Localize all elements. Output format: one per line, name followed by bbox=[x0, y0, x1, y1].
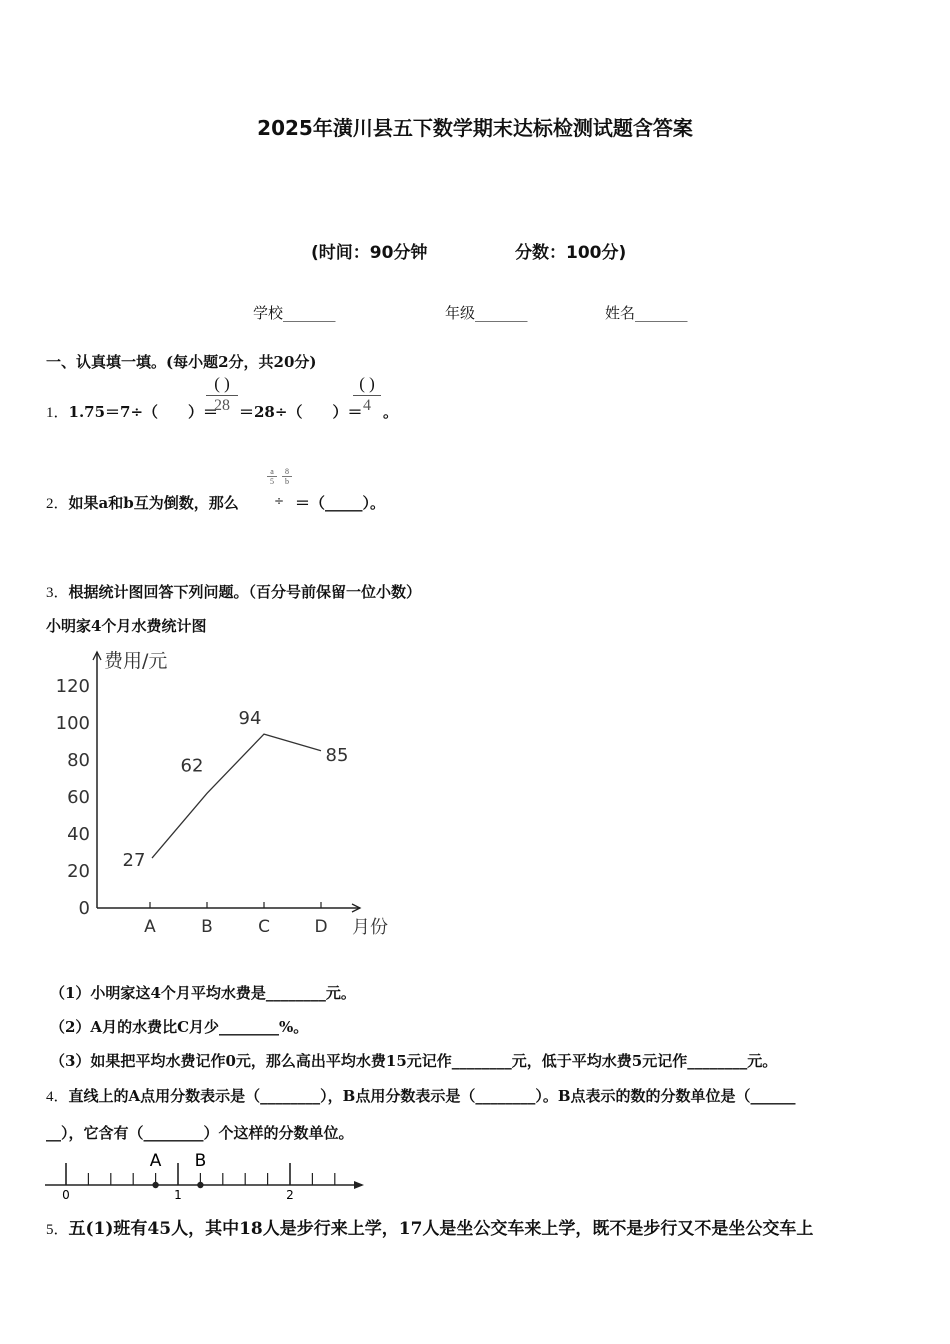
y-axis-label: 费用/元 bbox=[104, 650, 168, 672]
q2-text: 如果a和b互为倒数，那么 bbox=[68, 494, 239, 512]
q4-line2: __），它含有（________）个这样的分数单位。 bbox=[46, 1124, 354, 1142]
data-label: 85 bbox=[325, 744, 349, 766]
q3-sub1: （1）小明家这4个月平均水费是________元。 bbox=[50, 984, 356, 1002]
fraction-2-numerator: ( ) bbox=[359, 374, 375, 393]
x-tick-label: D bbox=[314, 917, 328, 937]
question-number: 4． bbox=[46, 1089, 69, 1105]
q3-sub3: （3）如果把平均水费记作0元，那么高出平均水费15元记作________元，低于平均水费5元记作________元。 bbox=[50, 1052, 778, 1070]
line-chart bbox=[40, 640, 420, 950]
y-tick-label: 120 bbox=[55, 676, 90, 697]
q3-text: 根据统计图回答下列问题。（百分号前保留一位小数） bbox=[68, 583, 422, 601]
section-heading: 一、认真填一填。(每小题2分，共20分) bbox=[46, 353, 317, 371]
fraction-1-denominator: 28 bbox=[214, 397, 230, 414]
y-tick-label: 0 bbox=[78, 898, 90, 919]
point-a-label: A bbox=[149, 1151, 162, 1171]
fraction-1 bbox=[206, 374, 238, 415]
q3-sub2: （2）A月的水费比C月少________%。 bbox=[50, 1018, 309, 1036]
x-tick-label: C bbox=[258, 917, 270, 937]
point-b bbox=[197, 1182, 203, 1188]
x-axis-label: 月份 bbox=[352, 917, 388, 938]
number-line-label: 0 bbox=[62, 1188, 70, 1202]
y-tick-label: 100 bbox=[55, 713, 90, 734]
grade-field: 年级_______ bbox=[445, 304, 528, 322]
name-field: 姓名_______ bbox=[605, 304, 688, 322]
score-label: 分数：100分) bbox=[515, 243, 627, 263]
y-tick-label: 60 bbox=[67, 787, 90, 808]
question-number: 1． bbox=[46, 405, 69, 421]
q1-part3: 。 bbox=[383, 403, 399, 421]
question-number: 2． bbox=[46, 496, 69, 512]
q4-line1: 直线上的A点用分数表示是（________），B点用分数表示是（________）。B点表示的数的分数单位是（______ bbox=[68, 1087, 796, 1105]
data-label: 94 bbox=[238, 708, 262, 730]
y-tick-label: 80 bbox=[67, 750, 90, 771]
question-number: 5． bbox=[46, 1222, 69, 1238]
number-line-label: 1 bbox=[174, 1188, 182, 1202]
number-line-label: 2 bbox=[286, 1188, 294, 1202]
divide-sign: ÷ bbox=[274, 494, 285, 508]
page-title: 2025年潢川县五下数学期末达标检测试题含答案 bbox=[257, 116, 693, 140]
school-field: 学校_______ bbox=[253, 304, 336, 322]
number-line-arrow bbox=[354, 1181, 364, 1189]
y-tick-label: 40 bbox=[67, 824, 90, 845]
chart-title: 小明家4个月水费统计图 bbox=[46, 617, 207, 635]
q5-text: 五(1)班有45人，其中18人是步行来上学，17人是坐公交车来上学，既不是步行又不是坐公交车上 bbox=[68, 1219, 814, 1239]
series-line bbox=[152, 734, 321, 858]
q2-tail: ＝（_____）。 bbox=[295, 494, 386, 512]
question-5 bbox=[46, 1214, 813, 1239]
fraction-2 bbox=[353, 374, 381, 415]
number-line bbox=[40, 1148, 380, 1203]
question-3 bbox=[46, 581, 421, 602]
fraction-1-numerator: ( ) bbox=[214, 374, 230, 393]
time-label: (时间：90分钟 bbox=[311, 243, 428, 263]
y-tick-label: 20 bbox=[67, 861, 90, 882]
question-number: 3． bbox=[46, 585, 69, 601]
data-label: 27 bbox=[122, 850, 146, 872]
x-tick-label: A bbox=[144, 917, 156, 937]
fraction-2-denominator: 4 bbox=[363, 397, 371, 414]
q1-part2: ＝28÷（ ）＝ bbox=[239, 403, 363, 421]
small-fraction-8b: 8 b bbox=[282, 467, 292, 486]
q1-part1: 1.75＝7÷（ ）＝ bbox=[68, 403, 219, 421]
x-tick-label: B bbox=[201, 917, 213, 937]
question-4 bbox=[46, 1085, 796, 1106]
data-label: 62 bbox=[180, 755, 204, 777]
point-a bbox=[152, 1182, 158, 1188]
small-fraction-a5: a 5 bbox=[267, 467, 277, 486]
point-b-label: B bbox=[194, 1151, 207, 1171]
